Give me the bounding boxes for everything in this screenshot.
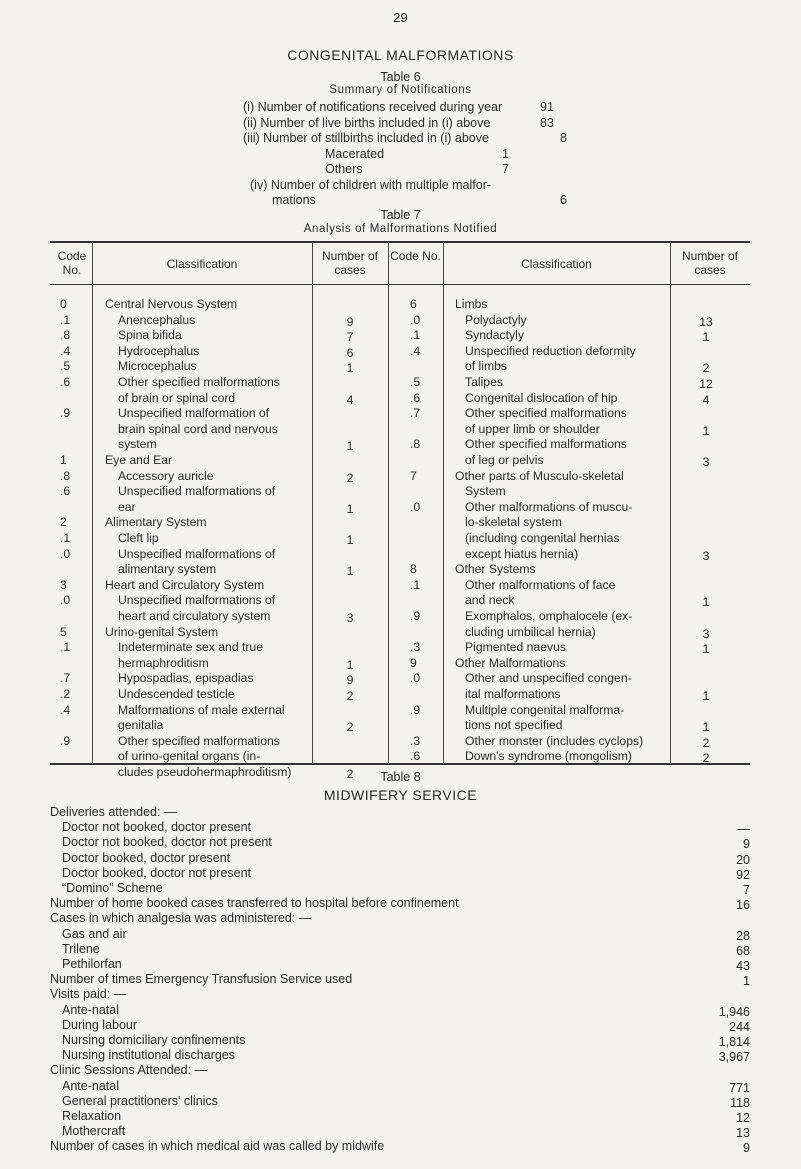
classification-cell: Other malformations of face [465, 577, 616, 592]
summary-label: (iv) Number of children with multiple malfor- [250, 177, 492, 192]
midwifery-label: Doctor booked, doctor not present [62, 865, 252, 880]
cases-cell: 2 [702, 735, 710, 750]
cases-cell: 3 [702, 626, 710, 641]
category-heading: Central Nervous System [105, 297, 238, 311]
category-heading: Limbs [455, 297, 488, 311]
code-cell: .5 [60, 359, 71, 374]
cases-cell: 4 [702, 392, 710, 407]
header-rule [50, 284, 750, 285]
classification-cell: Talipes [465, 375, 503, 389]
midwifery-value: 771 [729, 1080, 750, 1095]
midwifery-row [50, 835, 750, 851]
classification-cell: cludes pseudohermaphroditism) [118, 765, 292, 779]
classification-cell: hermaphroditism [118, 655, 209, 670]
midwifery-value: — [737, 822, 750, 837]
midwifery-row [50, 942, 750, 958]
column-divider [312, 243, 313, 763]
code-cell: 3 [60, 577, 67, 592]
cases-cell: 3 [702, 548, 710, 563]
summary-row [250, 147, 580, 163]
midwifery-value: 9 [743, 837, 750, 852]
summary-label: mations [272, 193, 316, 207]
classification-cell: Unspecified malformations of [118, 593, 276, 608]
classification-cell: cluding umbilical hernia) [465, 624, 596, 639]
cases-cell: 1 [346, 361, 354, 376]
cases-cell: 1 [346, 657, 354, 672]
category-heading: Other parts of Musculo-skeletal [455, 468, 624, 483]
summary-value: 8 [560, 131, 567, 145]
summary-row [243, 100, 580, 116]
summary-label: Others [325, 162, 363, 176]
cases-cell: 1 [702, 689, 710, 703]
classification-cell: ital malformations [465, 687, 561, 701]
cases-cell: 1 [702, 642, 710, 657]
midwifery-row [50, 1048, 750, 1064]
category-heading: Other Systems [455, 562, 536, 577]
midwifery-row [50, 987, 750, 1003]
column-header: Classification [521, 257, 592, 271]
code-cell: .4 [410, 343, 421, 358]
midwifery-label: Doctor not booked, doctor present [62, 820, 252, 835]
midwifery-row [50, 805, 750, 821]
code-cell: .1 [60, 640, 71, 655]
classification-cell: System [465, 484, 506, 499]
table7-title: Table 7 [380, 208, 421, 222]
cases-cell: 1 [702, 595, 710, 610]
classification-cell: Pigmented naevus [465, 640, 566, 655]
classification-cell: Unspecified reduction deformity [465, 343, 636, 358]
midwifery-row [50, 1063, 750, 1079]
midwifery-row [50, 1079, 750, 1095]
midwifery-label: General practitioners' clinics [62, 1093, 218, 1108]
cases-cell: 3 [346, 611, 354, 625]
code-cell: .6 [410, 749, 421, 764]
code-cell: .8 [60, 468, 71, 483]
code-cell: 0 [60, 297, 67, 311]
midwifery-row [50, 820, 750, 836]
classification-cell: Other specified malformations [118, 733, 280, 748]
midwifery-row [50, 957, 750, 973]
cases-cell: 12 [699, 377, 713, 391]
classification-cell: Accessory auricle [118, 468, 214, 483]
cases-cell: 6 [346, 345, 354, 360]
code-cell: 6 [410, 297, 417, 311]
summary-row [243, 115, 580, 132]
midwifery-value: 3,967 [718, 1050, 750, 1065]
code-cell: .9 [410, 609, 421, 623]
midwifery-row [50, 866, 750, 882]
code-cell: .6 [410, 390, 421, 405]
summary-row [250, 178, 580, 194]
midwifery-row [50, 896, 750, 912]
midwifery-value: 1,814 [718, 1035, 750, 1049]
midwifery-label: Gas and air [62, 926, 127, 941]
code-cell: .4 [60, 702, 71, 717]
midwifery-row [50, 1109, 750, 1125]
table6-title: Table 6 [380, 70, 421, 84]
summary-value: 7 [502, 162, 509, 176]
classification-cell: system [118, 437, 157, 452]
classification-cell: tions not specified [465, 718, 563, 733]
code-cell: 8 [410, 562, 417, 577]
midwifery-value: 244 [729, 1019, 750, 1034]
classification-cell: Indeterminate sex and true [118, 640, 263, 655]
category-heading: Other Malformations [455, 655, 566, 670]
cases-cell: 1 [346, 439, 354, 454]
code-cell: 2 [60, 515, 67, 530]
midwifery-label: Relaxation [62, 1109, 122, 1123]
category-heading: Heart and Circulatory System [105, 577, 265, 592]
midwifery-label: Deliveries attended: — [50, 805, 177, 819]
summary-label: (iii) Number of stillbirths included in (i) above [243, 131, 489, 145]
column-divider [670, 243, 671, 763]
midwifery-label: Clinic Sessions Attended: — [50, 1063, 208, 1078]
code-cell: 1 [60, 453, 67, 467]
code-cell: .9 [60, 406, 71, 421]
code-cell: .3 [410, 733, 421, 748]
midwifery-row [50, 851, 750, 867]
cases-cell: 2 [702, 361, 710, 376]
section-title: CONGENITAL MALFORMATIONS [287, 47, 514, 63]
category-heading: Eye and Ear [105, 453, 173, 467]
classification-cell: lo-skeletal system [465, 515, 562, 530]
classification-cell: Other monster (includes cyclops) [465, 733, 644, 748]
classification-cell: Hydrocephalus [118, 343, 200, 358]
code-cell: 7 [410, 468, 417, 483]
midwifery-label: Visits paid: — [50, 987, 127, 1002]
code-cell: 9 [410, 655, 417, 670]
code-cell: .9 [410, 702, 421, 717]
classification-cell: ear [118, 499, 136, 514]
cases-cell: 2 [346, 720, 354, 735]
cases-cell: 1 [702, 330, 710, 345]
classification-cell: of limbs [465, 359, 507, 374]
summary-value: 91 [540, 100, 554, 114]
classification-cell: Multiple congenital malforma- [465, 702, 625, 717]
cases-cell: 1 [702, 720, 710, 735]
summary-value: 6 [560, 193, 567, 207]
midwifery-value: 16 [736, 898, 750, 913]
classification-cell: Anencephalus [118, 312, 196, 327]
code-cell: .6 [60, 484, 71, 499]
classification-cell: of urino-genital organs (in- [118, 749, 261, 764]
midwifery-label: Doctor not booked, doctor not present [62, 835, 272, 850]
midwifery-label: “Domino” Scheme [62, 881, 163, 895]
classification-cell: Other specified malformations [465, 406, 627, 421]
classification-cell: Unspecified malformation of [118, 406, 270, 421]
midwifery-row [50, 1018, 750, 1034]
classification-cell: except hiatus hernia) [465, 546, 579, 561]
summary-row [250, 193, 580, 209]
classification-cell: Hypospadias, epispadias [118, 671, 254, 686]
classification-cell: Other malformations of muscu- [465, 499, 633, 514]
midwifery-label: Ante-natal [62, 1002, 119, 1017]
column-header: Number of cases [321, 249, 379, 277]
midwifery-row [50, 911, 750, 927]
cases-cell: 13 [699, 314, 713, 329]
midwifery-value: 12 [736, 1111, 750, 1125]
summary-value: 1 [502, 146, 509, 161]
midwifery-value: 9 [743, 1141, 750, 1156]
code-cell: .8 [410, 437, 421, 452]
midwifery-row [50, 1124, 750, 1140]
column-header: Code No. [57, 249, 87, 277]
midwifery-label: Doctor booked, doctor present [62, 850, 231, 865]
midwifery-row [50, 1139, 750, 1155]
midwifery-label: During labour [62, 1017, 138, 1032]
midwifery-label: Mothercraft [62, 1124, 126, 1139]
cases-cell: 2 [346, 470, 354, 485]
table6-subtitle: Summary of Notifications [329, 84, 472, 96]
column-divider [388, 243, 389, 763]
cases-cell: 2 [702, 751, 710, 766]
midwifery-row [50, 972, 750, 988]
midwifery-label: Nursing domiciliary confinements [62, 1033, 246, 1047]
classification-cell: Exomphalos, omphalocele (ex- [465, 609, 633, 623]
code-cell: .2 [60, 687, 71, 701]
midwifery-value: 92 [736, 867, 750, 882]
cases-cell: 9 [346, 673, 354, 688]
code-cell: .1 [60, 312, 71, 327]
cases-cell: 2 [346, 767, 354, 781]
summary-value: 83 [540, 115, 554, 130]
code-cell: .1 [410, 577, 421, 592]
midwifery-value: 68 [736, 943, 750, 958]
midwifery-value: 43 [736, 959, 750, 973]
classification-cell: Spina bifida [118, 328, 182, 343]
midwifery-value: 7 [743, 883, 750, 897]
midwifery-label: Trilene [62, 941, 100, 956]
summary-label: Macerated [325, 146, 385, 161]
midwifery-label: Number of home booked cases transferred to hospital before confinement [50, 896, 459, 911]
cases-cell: 4 [346, 392, 354, 407]
classification-cell: (including congenital hernias [465, 531, 620, 545]
cases-cell: 9 [346, 314, 354, 329]
cases-cell: 1 [346, 564, 354, 579]
classification-cell: Congenital dislocation of hip [465, 390, 618, 405]
classification-cell: Microcephalus [118, 359, 197, 374]
midwifery-label: Number of cases in which medical aid was called by midwife [50, 1139, 385, 1154]
column-header: Number of cases [681, 249, 739, 277]
midwifery-label: Pethilorfan [62, 957, 122, 971]
table8-title: Table 8 [380, 770, 421, 784]
midwifery-label: Ante-natal [62, 1078, 119, 1093]
classification-cell: Cleft lip [118, 531, 159, 545]
column-divider [443, 243, 444, 763]
midwifery-value: 1 [743, 974, 750, 989]
classification-cell: Other specified malformations [118, 375, 280, 389]
code-cell: .5 [410, 375, 421, 389]
code-cell: .4 [60, 343, 71, 358]
code-cell: .1 [60, 531, 71, 545]
classification-cell: Syndactyly [465, 328, 524, 343]
classification-cell: Unspecified malformations of [118, 484, 276, 499]
classification-cell: Malformations of male external [118, 702, 285, 717]
code-cell: .0 [410, 499, 421, 514]
classification-cell: Undescended testicle [118, 687, 235, 701]
classification-cell: alimentary system [118, 562, 217, 577]
midwifery-label: Number of times Emergency Transfusion Service used [50, 972, 353, 987]
category-heading: Alimentary System [105, 515, 207, 530]
midwifery-row [50, 1003, 750, 1019]
code-cell: .3 [410, 640, 421, 655]
classification-cell: Polydactyly [465, 312, 527, 327]
category-heading: Urino-genital System [105, 624, 219, 639]
midwifery-label: Nursing institutional discharges [62, 1048, 236, 1063]
cases-cell: 1 [346, 501, 354, 516]
classification-cell: of brain or spinal cord [118, 390, 236, 405]
classification-cell: genitalia [118, 718, 164, 733]
cases-cell: 1 [346, 533, 354, 547]
midwifery-value: 118 [730, 1095, 750, 1110]
classification-cell: of leg or pelvis [465, 453, 544, 467]
code-cell: .7 [60, 671, 71, 686]
midwifery-label: Cases in which analgesia was administered: — [50, 911, 312, 926]
classification-cell: brain spinal cord and nervous [118, 421, 278, 436]
code-cell: 5 [60, 624, 67, 639]
classification-cell: Other and unspecified congen- [465, 671, 632, 686]
classification-cell: Unspecified malformations of [118, 546, 276, 561]
classification-cell: heart and circulatory system [118, 609, 271, 623]
column-header: Classification [166, 257, 238, 271]
classification-cell: of upper limb or shoulder [465, 421, 600, 436]
classification-cell: Down's syndrome (mongolism) [465, 749, 632, 764]
cases-cell: 1 [702, 423, 710, 438]
code-cell: .0 [60, 546, 71, 561]
table-top-rule [50, 241, 750, 243]
code-cell: .9 [60, 733, 71, 748]
midwifery-row [50, 881, 750, 897]
midwifery-value: 1,946 [718, 1004, 750, 1019]
code-cell: .7 [410, 406, 421, 421]
table8-subtitle: MIDWIFERY SERVICE [323, 787, 478, 803]
code-cell: .0 [60, 593, 71, 608]
column-header: Code No. [390, 249, 441, 263]
code-cell: .6 [60, 375, 71, 389]
classification-cell: Other specified malformations [465, 437, 627, 452]
midwifery-value: 28 [736, 928, 750, 943]
classification-cell: and neck [465, 593, 515, 608]
column-divider [92, 243, 93, 763]
summary-label: (ii) Number of live births included in (i) above [243, 115, 491, 130]
midwifery-row [50, 1094, 750, 1110]
cases-cell: 3 [702, 455, 710, 469]
midwifery-value: 20 [736, 852, 750, 867]
summary-row [243, 131, 580, 147]
cases-cell: 2 [346, 689, 354, 703]
code-cell: .1 [410, 328, 421, 343]
table7-subtitle: Analysis of Malformations Notified [303, 223, 498, 235]
code-cell: .0 [410, 312, 421, 327]
code-cell: .8 [60, 328, 71, 343]
cases-cell: 7 [346, 330, 354, 345]
code-cell: .0 [410, 671, 421, 686]
summary-row [250, 162, 580, 178]
midwifery-row [50, 1033, 750, 1049]
midwifery-row [50, 927, 750, 943]
midwifery-value: 13 [736, 1126, 750, 1141]
summary-label: (i) Number of notifications received during year [243, 100, 503, 114]
page-number: 29 [393, 10, 408, 25]
